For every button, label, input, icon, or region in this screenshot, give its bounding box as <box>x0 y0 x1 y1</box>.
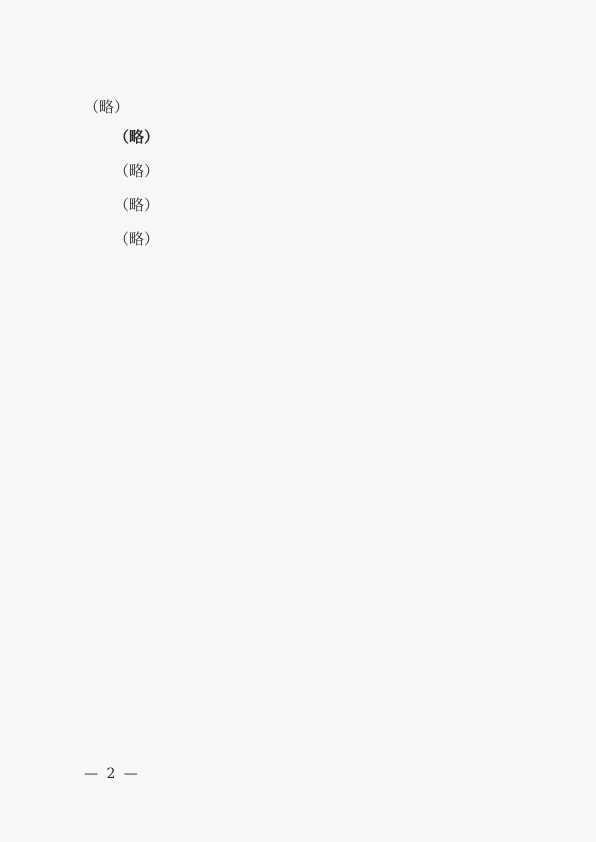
page-number: — 2 — <box>84 766 140 782</box>
body-text <box>84 92 516 254</box>
section-heading: （略） <box>114 128 160 146</box>
paragraph-3: （略） <box>114 230 160 248</box>
intro-paragraph: （略） <box>84 98 130 116</box>
paragraph-2: （略） <box>114 196 160 214</box>
paragraph-1: （略） <box>114 162 160 180</box>
